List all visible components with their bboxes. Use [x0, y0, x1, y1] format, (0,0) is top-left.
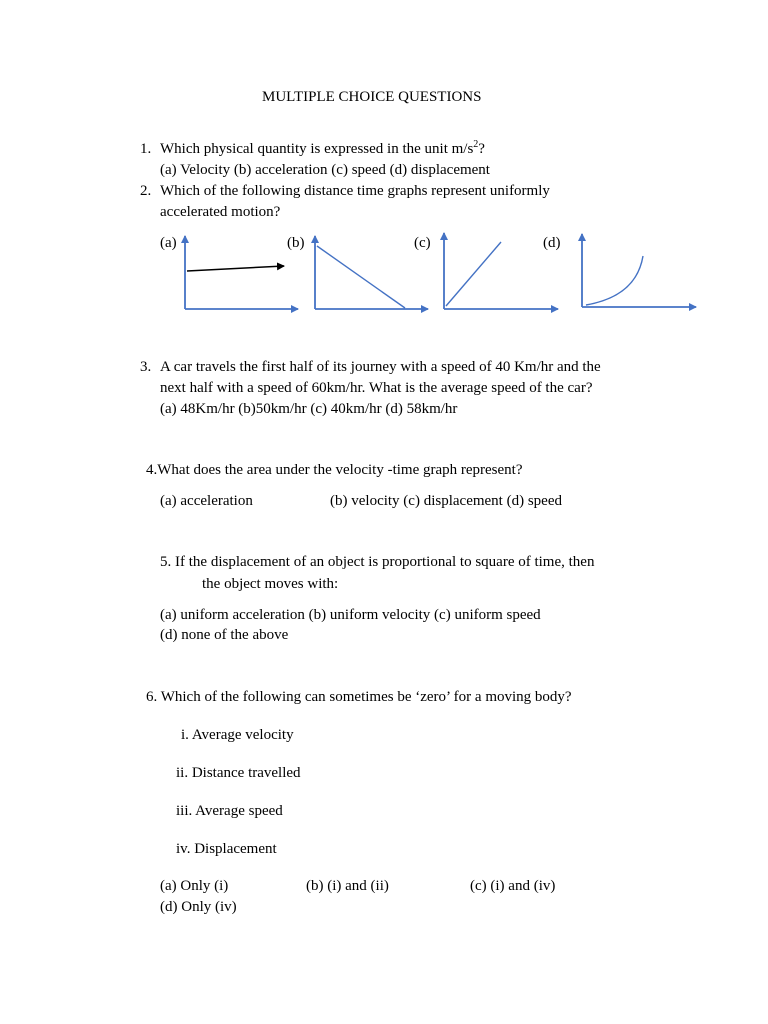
q3-options: (a) 48Km/hr (b)50km/hr (c) 40km/hr (d) 58km/hr: [160, 401, 458, 417]
graph-b: [315, 236, 428, 309]
graph-c-line: [446, 242, 501, 306]
q2-line2: accelerated motion?: [160, 204, 281, 220]
q5-line1: 5. If the displacement of an object is proportional to square of time, then: [160, 554, 595, 570]
q3-number: 3.: [140, 359, 152, 375]
q1-text-end: ?: [478, 141, 485, 157]
q1-options: (a) Velocity (b) acceleration (c) speed (d) displacement: [160, 162, 490, 178]
q1-text: Which physical quantity is expressed in the unit m/s: [160, 141, 474, 157]
q2-number: 2.: [140, 183, 152, 199]
q1-number: 1.: [140, 141, 152, 157]
q6-option-c: (c) (i) and (iv): [470, 878, 556, 894]
q4-options-bcd: (b) velocity (c) displacement (d) speed: [330, 493, 562, 509]
q6-item-3: iii. Average speed: [176, 803, 283, 819]
q3-line2: next half with a speed of 60km/hr. What is the average speed of the car?: [160, 380, 593, 396]
graph-label-a: (a): [160, 235, 177, 251]
graph-label-d: (d): [543, 235, 561, 251]
q4-question: 4.What does the area under the velocity -time graph represent?: [146, 462, 523, 478]
q6-option-a: (a) Only (i): [160, 878, 229, 894]
q2-line1: Which of the following distance time graphs represent uniformly: [160, 183, 550, 199]
graph-a-arrow: [187, 266, 284, 271]
q5-options-line2: (d) none of the above: [160, 627, 289, 643]
q5-options-line1: (a) uniform acceleration (b) uniform velocity (c) uniform speed: [160, 607, 541, 623]
page-title: MULTIPLE CHOICE QUESTIONS: [262, 89, 482, 105]
graph-a: [185, 236, 298, 309]
q5-line2: the object moves with:: [202, 576, 339, 592]
graph-d: [582, 234, 696, 307]
q6-item-2: ii. Distance travelled: [176, 765, 301, 781]
q4-option-a: (a) acceleration: [160, 493, 253, 509]
q6-option-d: (d) Only (iv): [160, 899, 237, 915]
q6-item-4: iv. Displacement: [176, 841, 277, 857]
graph-b-line: [317, 246, 405, 308]
q6-option-b: (b) (i) and (ii): [306, 878, 389, 894]
q1-superscript: 2: [473, 139, 479, 150]
graph-label-b: (b): [287, 235, 305, 251]
graph-d-curve: [586, 256, 643, 305]
graph-label-c: (c): [414, 235, 431, 251]
graph-c: [444, 233, 558, 309]
q6-question: 6. Which of the following can sometimes be ‘zero’ for a moving body?: [146, 689, 572, 705]
q3-line1: A car travels the first half of its journey with a speed of 40 Km/hr and the: [160, 359, 601, 375]
q6-item-1: i. Average velocity: [181, 727, 294, 743]
